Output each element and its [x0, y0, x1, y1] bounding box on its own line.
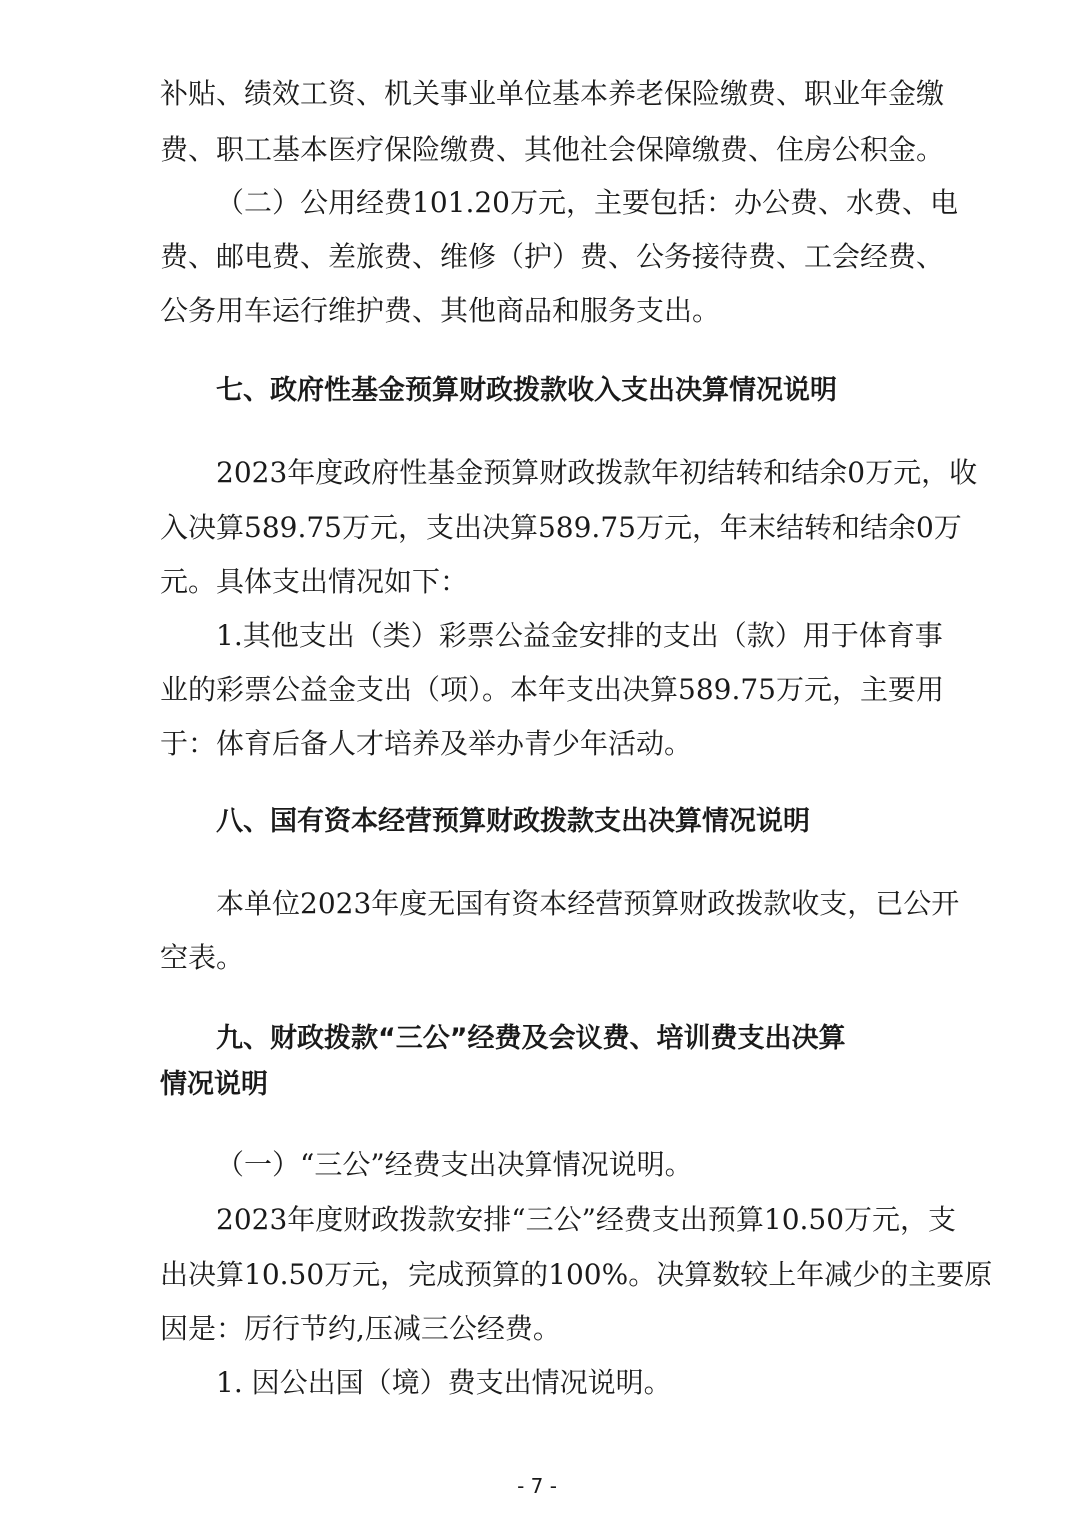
paragraph-line: 费、邮电费、差旅费、维修（护）费、公务接待费、工会经费、	[160, 240, 945, 273]
section-heading: 九、财政拨款“三公”经费及会议费、培训费支出决算	[216, 1023, 846, 1054]
paragraph-line: 于：体育后备人才培养及举办青少年活动。	[160, 727, 693, 760]
paragraph-line: 空表。	[160, 941, 245, 974]
list-item: 1. 因公出国（境）费支出情况说明。	[216, 1366, 672, 1399]
section-heading-continuation: 情况说明	[160, 1069, 268, 1100]
paragraph-line: 费、职工基本医疗保险缴费、其他社会保障缴费、住房公积金。	[160, 133, 945, 166]
paragraph-line: （二）公用经费101.20万元，主要包括：办公费、水费、电	[216, 186, 958, 219]
section-heading: 八、国有资本经营预算财政拨款支出决算情况说明	[216, 806, 810, 837]
page-number: - 7 -	[517, 1474, 557, 1498]
paragraph-line: 出决算10.50万元，完成预算的100%。决算数较上年减少的主要原	[160, 1258, 993, 1291]
paragraph-line: 公务用车运行维护费、其他商品和服务支出。	[160, 294, 721, 327]
paragraph-line: 本单位2023年度无国有资本经营预算财政拨款收支，已公开	[216, 887, 960, 920]
paragraph-line: 2023年度财政拨款安排“三公”经费支出预算10.50万元，支	[216, 1203, 957, 1236]
paragraph-line: 业的彩票公益金支出（项）。本年支出决算589.75万元，主要用	[160, 673, 944, 706]
paragraph-line: 入决算589.75万元，支出决算589.75万元，年末结转和结余0万	[160, 511, 962, 544]
paragraph-line: 2023年度政府性基金预算财政拨款年初结转和结余0万元，收	[216, 456, 978, 489]
paragraph-line: 补贴、绩效工资、机关事业单位基本养老保险缴费、职业年金缴	[160, 77, 945, 110]
paragraph-line: 因是：厉行节约,压减三公经费。	[160, 1312, 561, 1345]
paragraph-line: 元。具体支出情况如下：	[160, 565, 469, 598]
paragraph-line: 1.其他支出（类）彩票公益金安排的支出（款）用于体育事	[216, 619, 943, 652]
section-heading: 七、政府性基金预算财政拨款收入支出决算情况说明	[216, 375, 837, 406]
subheading: （一）“三公”经费支出决算情况说明。	[216, 1148, 693, 1181]
